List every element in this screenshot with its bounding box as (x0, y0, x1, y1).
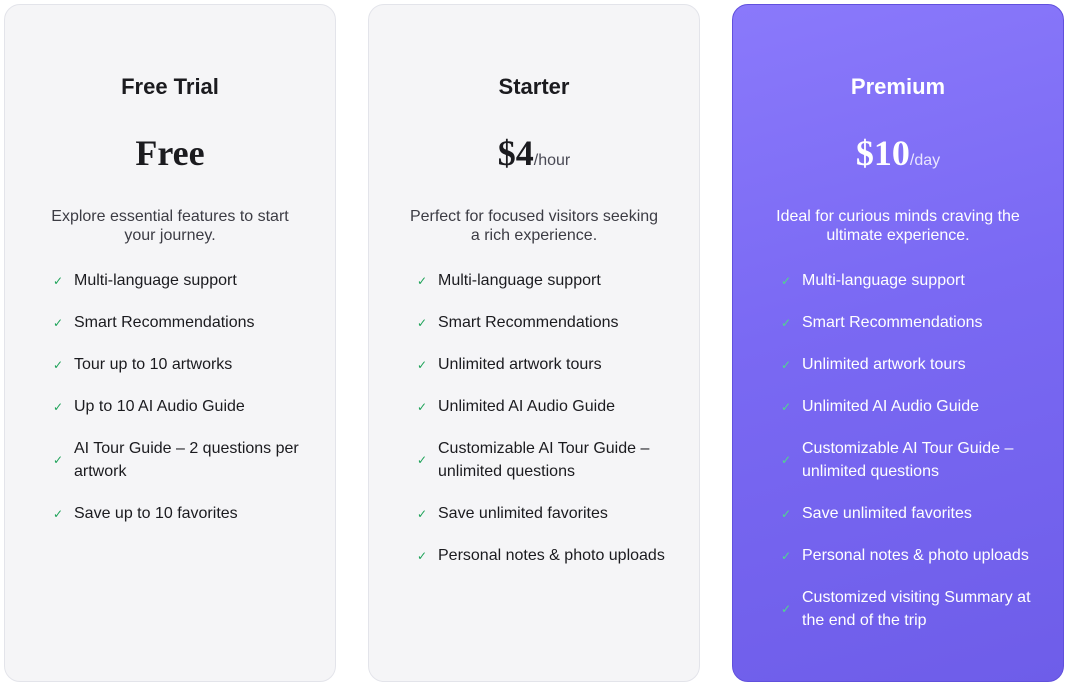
plan-name: Premium (850, 74, 946, 99)
feature-item (415, 391, 671, 422)
plan-description: Ideal for curious minds craving the ultimate experience. (776, 208, 1020, 244)
feature-label: Multi-language support (74, 272, 237, 289)
check-icon: ✓ (416, 453, 428, 467)
check-icon: ✓ (52, 453, 64, 467)
plan-price: $4 (497, 133, 534, 173)
check-icon: ✓ (780, 602, 792, 616)
feature-item (779, 349, 1035, 380)
check-icon: ✓ (780, 548, 792, 563)
check-icon: ✓ (416, 399, 428, 414)
feature-label: Multi-language support (802, 272, 965, 289)
check-icon: ✓ (52, 273, 64, 288)
feature-label: Multi-language support (438, 272, 601, 289)
feature-list (415, 265, 671, 582)
plan-price: $10 (855, 133, 910, 173)
check-icon: ✓ (780, 506, 792, 521)
plan-price-row (733, 129, 1063, 177)
plan-price: Free (135, 133, 205, 173)
feature-list (779, 265, 1035, 647)
feature-label: Unlimited AI Audio Guide (802, 398, 979, 415)
feature-item (51, 349, 307, 380)
feature-item (51, 433, 307, 487)
check-icon: ✓ (416, 548, 428, 563)
feature-label: AI Tour Guide – 2 questions per artwork (74, 440, 299, 480)
check-icon: ✓ (416, 357, 428, 372)
check-icon: ✓ (416, 315, 428, 330)
feature-item (779, 391, 1035, 422)
feature-item (779, 582, 1035, 636)
feature-item (415, 433, 671, 487)
plan-card-free-trial[interactable] (4, 4, 336, 682)
feature-item (51, 265, 307, 296)
plan-description: Perfect for focused visitors seeking a rich experience. (409, 208, 659, 244)
check-icon: ✓ (780, 315, 792, 330)
feature-label: Unlimited artwork tours (802, 356, 966, 373)
plan-description: Explore essential features to start your journey. (51, 208, 289, 244)
feature-label: Unlimited AI Audio Guide (438, 398, 615, 415)
feature-list (51, 265, 307, 540)
plan-card-starter[interactable] (368, 4, 700, 682)
feature-label: Personal notes & photo uploads (438, 547, 665, 564)
check-icon: ✓ (52, 315, 64, 330)
feature-item (51, 391, 307, 422)
check-icon: ✓ (780, 453, 792, 467)
plan-name: Free Trial (121, 74, 219, 99)
feature-item (51, 307, 307, 338)
plan-card-premium[interactable] (732, 4, 1064, 682)
feature-label: Smart Recommendations (802, 314, 983, 331)
feature-item (415, 349, 671, 380)
feature-item (415, 498, 671, 529)
check-icon: ✓ (780, 273, 792, 288)
plan-name: Starter (498, 74, 570, 99)
feature-item (415, 540, 671, 571)
feature-item (779, 433, 1035, 487)
feature-label: Save unlimited favorites (802, 505, 972, 522)
feature-item (415, 265, 671, 296)
plan-price-unit: /hour (533, 152, 571, 169)
feature-label: Smart Recommendations (74, 314, 255, 331)
feature-label: Save up to 10 favorites (74, 505, 238, 522)
feature-label: Smart Recommendations (438, 314, 619, 331)
feature-label: Save unlimited favorites (438, 505, 608, 522)
feature-label: Customizable AI Tour Guide – unlimited questions (802, 440, 1014, 480)
feature-item (779, 540, 1035, 571)
check-icon: ✓ (52, 357, 64, 372)
check-icon: ✓ (780, 399, 792, 414)
plan-price-row (5, 129, 335, 177)
feature-label: Up to 10 AI Audio Guide (74, 398, 245, 415)
check-icon: ✓ (416, 506, 428, 521)
plan-price-row (369, 129, 699, 177)
feature-label: Customized visiting Summary at the end of the trip (802, 589, 1031, 629)
feature-item (779, 307, 1035, 338)
plan-price-unit: /day (909, 152, 941, 169)
check-icon: ✓ (416, 273, 428, 288)
feature-label: Customizable AI Tour Guide – unlimited questions (438, 440, 650, 480)
feature-item (415, 307, 671, 338)
check-icon: ✓ (52, 399, 64, 414)
feature-item (51, 498, 307, 529)
feature-item (779, 265, 1035, 296)
feature-label: Personal notes & photo uploads (802, 547, 1029, 564)
check-icon: ✓ (780, 357, 792, 372)
check-icon: ✓ (52, 506, 64, 521)
feature-item (779, 498, 1035, 529)
feature-label: Unlimited artwork tours (438, 356, 602, 373)
feature-label: Tour up to 10 artworks (74, 356, 233, 373)
